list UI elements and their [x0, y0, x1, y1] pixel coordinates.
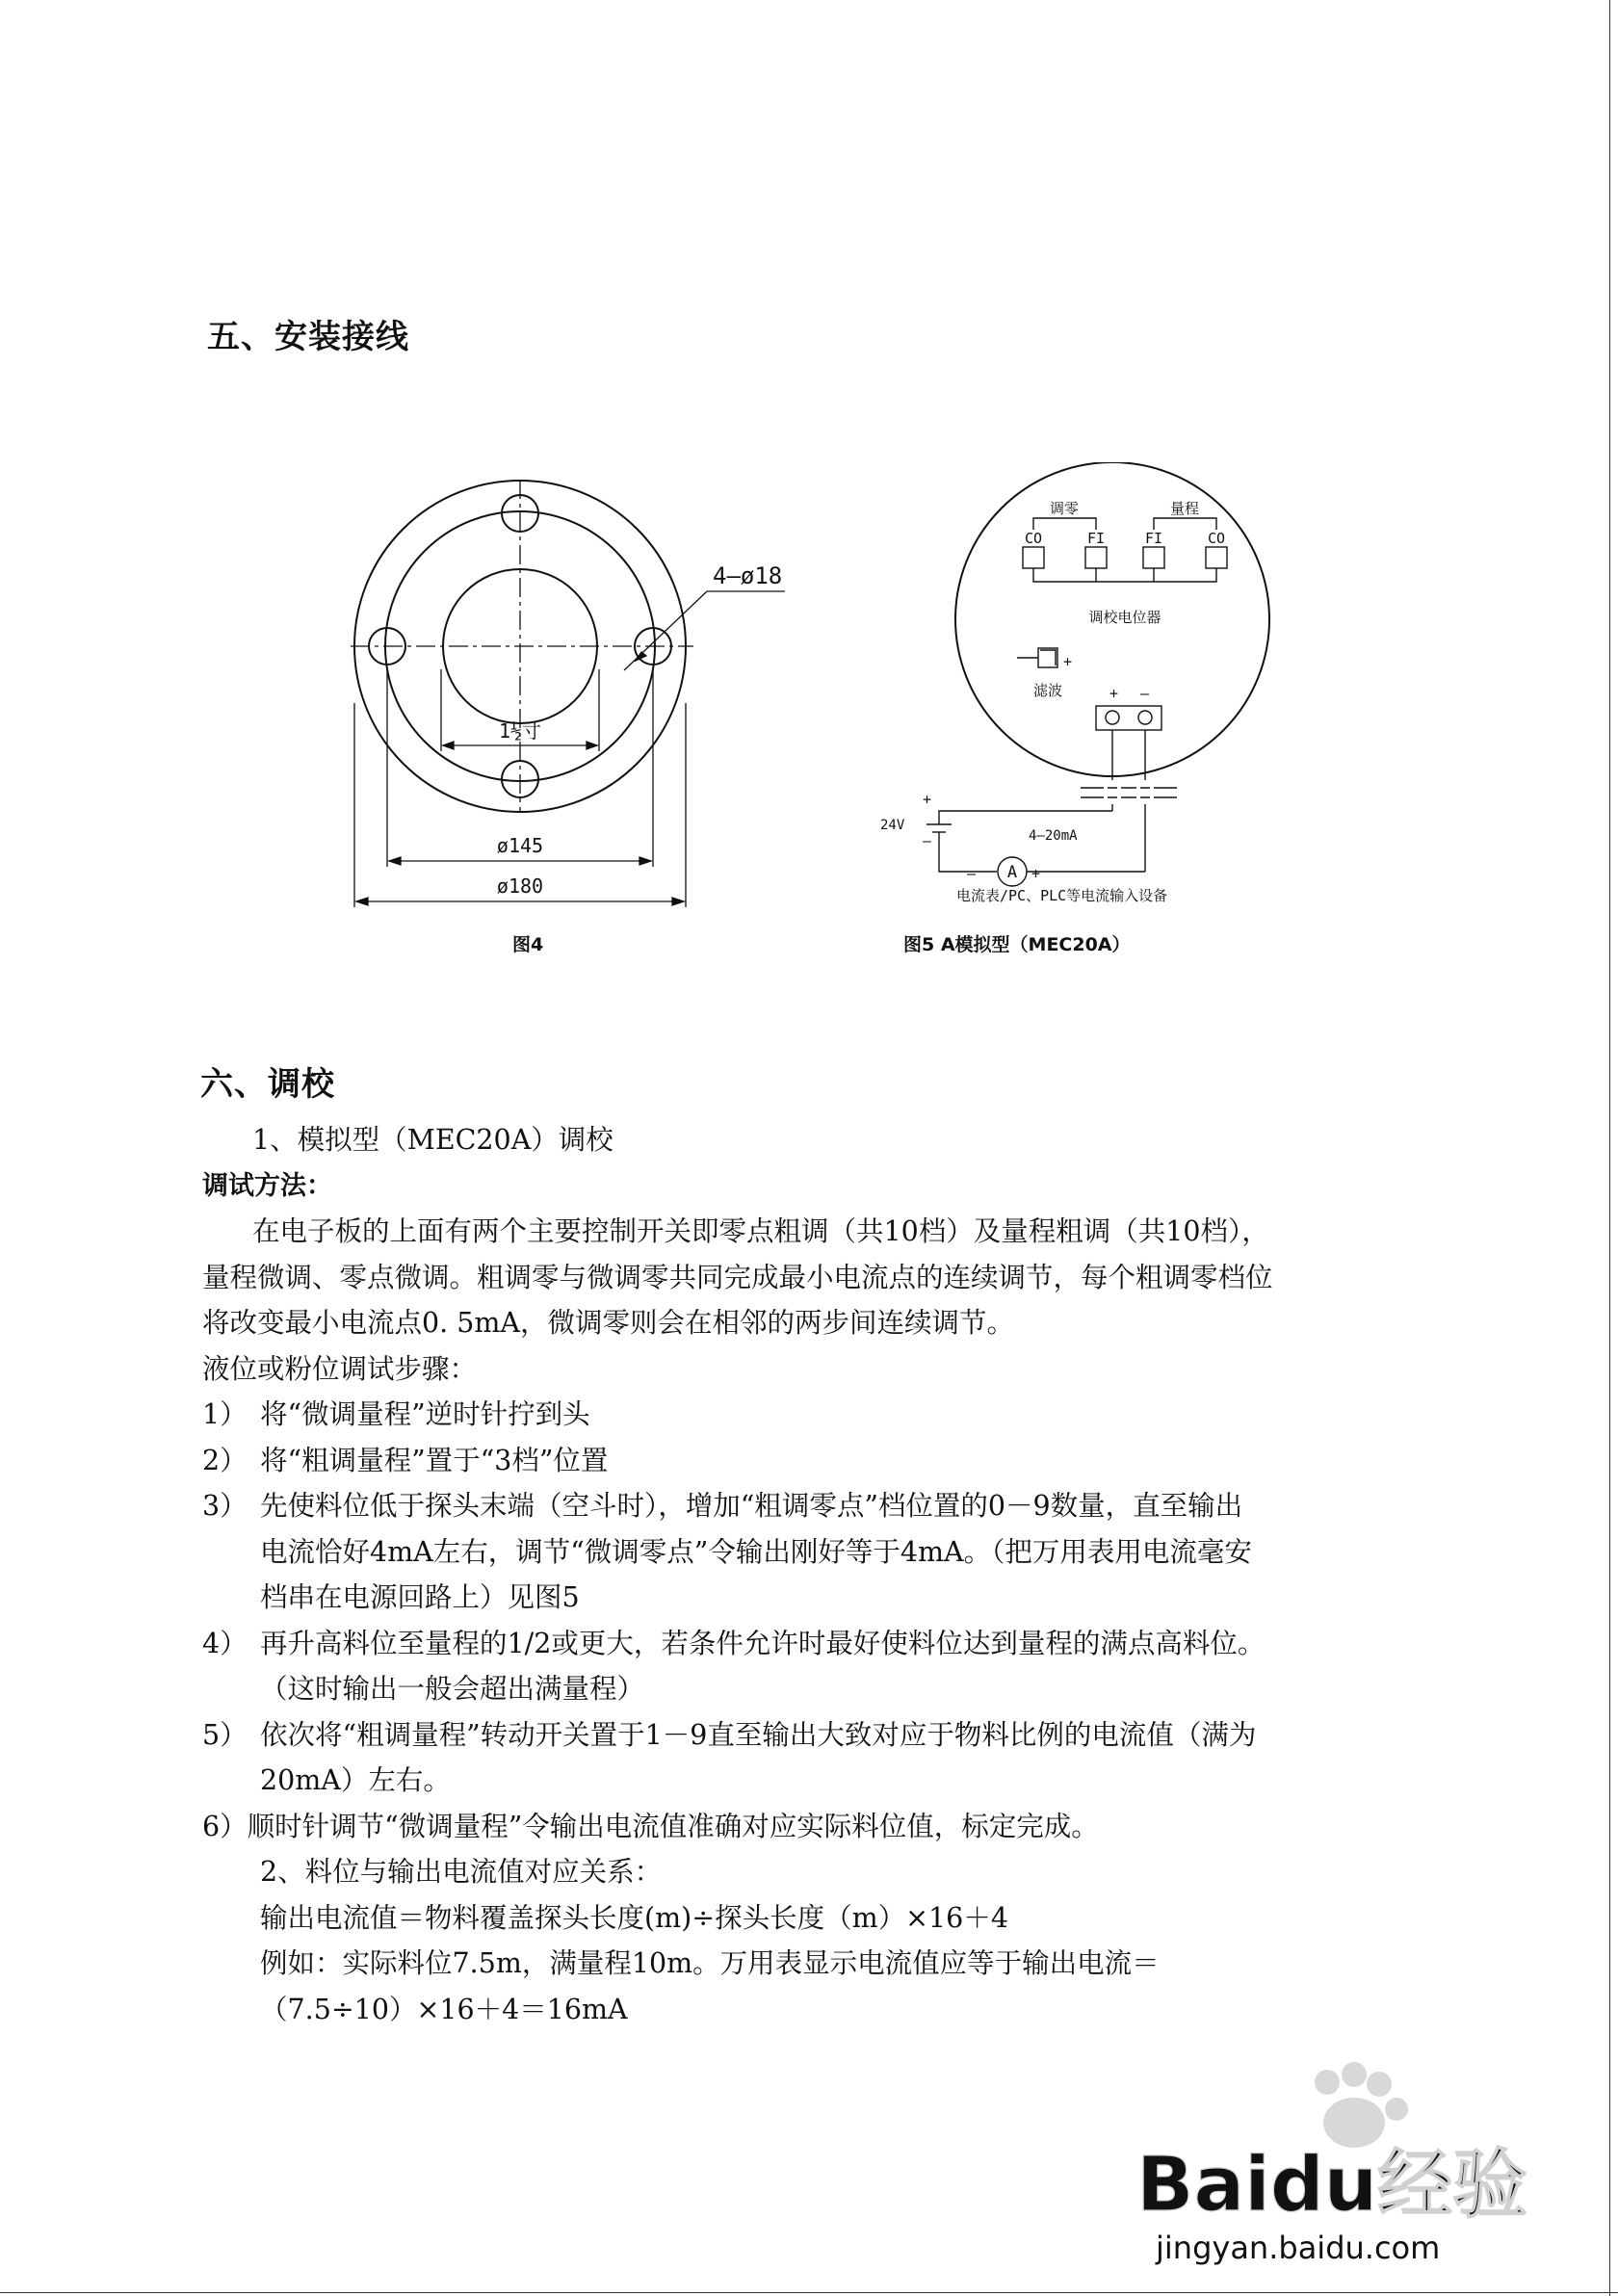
pot-label-fi-range: FI	[1144, 530, 1163, 547]
watermark-url: jingyan.baidu.com	[1156, 2230, 1441, 2266]
outer-diameter-label: ø180	[496, 874, 544, 898]
terminal-minus-label: –	[1140, 685, 1150, 702]
zero-adjust-label: 调零	[1049, 500, 1080, 517]
steps-title: 液位或粉位调试步骤：	[202, 1352, 478, 1385]
terminal-plus-label: +	[1109, 685, 1119, 702]
meter-minus-label: –	[967, 865, 977, 882]
step-text: 将“粗调量程”置于“3档”位置	[260, 1444, 609, 1476]
method-title: 调试方法：	[202, 1170, 332, 1201]
section-5-title: 五、安装接线	[207, 318, 409, 356]
terminal-minus	[1138, 711, 1152, 724]
step-5	[202, 1712, 1416, 1804]
meter-note-label: 电流表/PC、PLC等电流输入设备	[956, 887, 1168, 904]
step-text: 再升高料位至量程的1/2或更大，若条件允许时最好使料位达到量程的满点高料位。	[260, 1627, 1266, 1659]
range-adjust-label: 量程	[1169, 500, 1200, 517]
step-text: 20mA）左右。	[260, 1764, 451, 1796]
paw-toe	[1315, 2070, 1340, 2095]
step-4	[202, 1621, 1416, 1712]
figure-4-caption: 图4	[512, 934, 544, 955]
method-paragraph-line: 在电子板的上面有两个主要控制开关即零点粗调（共10档）及量程粗调（共10档），	[252, 1215, 1269, 1247]
example-line: 例如：实际料位7.5m，满量程10m。万用表显示电流值应等于输出电流＝	[260, 1947, 1160, 1979]
pot-co-zero	[1023, 547, 1044, 568]
step-number: 2）	[202, 1444, 248, 1476]
relation-title: 2、料位与输出电流值对应关系：	[260, 1856, 663, 1888]
supply-voltage-label: 24V	[880, 818, 905, 833]
figure-5-wiring-diagram	[867, 462, 1291, 915]
filter-plus-label: +	[1063, 653, 1073, 670]
pot-label-co-range: CO	[1207, 530, 1226, 547]
paw-pad	[1323, 2098, 1385, 2148]
paw-toe	[1342, 2062, 1367, 2087]
bolt-holes-label: 4–ø18	[713, 562, 783, 589]
paw-toe	[1367, 2072, 1392, 2097]
step-text: 依次将“粗调量程”转动开关置于1－9直至输出大致对应于物料比例的电流值（满为	[260, 1718, 1257, 1751]
pot-fi-zero	[1085, 547, 1107, 568]
step-text: 将“微调量程”逆时针拧到头	[260, 1398, 590, 1430]
pot-label-co-zero: CO	[1024, 530, 1043, 547]
meter-plus-label: +	[1031, 865, 1041, 882]
step-2	[202, 1438, 1416, 1484]
bolt-circle-diameter-label: ø145	[496, 834, 544, 857]
step-6: 6）顺时针调节“微调量程”令输出电流值准确对应实际料位值，标定完成。	[202, 1810, 1099, 1842]
page-border-right	[1609, 0, 1610, 2296]
filter-label: 滤波	[1032, 682, 1063, 699]
pot-fi-range	[1143, 547, 1164, 568]
current-formula: 输出电流值＝物料覆盖探头长度(m)÷探头长度（m）×16＋4	[260, 1901, 1008, 1934]
page-border-bottom	[0, 2292, 1618, 2293]
ammeter-symbol: A	[1006, 863, 1018, 882]
step-text: 先使料位低于探头末端（空斗时），增加“粗调零点”档位置的0－9数量，直至输出	[260, 1490, 1243, 1522]
method-paragraph-line: 将改变最小电流点0. 5mA，微调零则会在相邻的两步间连续调节。	[202, 1307, 1014, 1339]
watermark-brand: Baidu经验	[1136, 2142, 1528, 2229]
subtitle-analog-calibration: 1、模拟型（MEC20A）调校	[252, 1124, 613, 1156]
pot-label-fi-zero: FI	[1086, 530, 1106, 547]
step-1	[202, 1392, 1416, 1438]
step-number: 5）	[202, 1718, 248, 1751]
pot-co-range	[1206, 547, 1227, 568]
example-result: （7.5÷10）×16＋4＝16mA	[260, 1993, 628, 2025]
step-number: 1）	[202, 1398, 248, 1430]
step-number: 4）	[202, 1627, 248, 1659]
step-text: 档串在电源回路上）见图5	[260, 1581, 580, 1613]
bore-size-label: 1½寸	[498, 719, 542, 743]
supply-minus-label: –	[923, 832, 932, 849]
loop-current-label: 4–20mA	[1029, 828, 1078, 844]
method-paragraph-line: 量程微调、零点微调。粗调零与微调零共同完成最小电流点的连续调节，每个粗调零档位	[202, 1261, 1273, 1293]
step-text: （这时输出一般会超出满量程）	[260, 1673, 645, 1705]
paw-toe	[1385, 2098, 1408, 2121]
step-number: 3）	[202, 1490, 248, 1522]
filter-pot	[1038, 648, 1057, 667]
terminal-plus	[1106, 711, 1119, 724]
baidu-jingyan-watermark	[1127, 2061, 1531, 2283]
calibration-pot-label: 调校电位器	[1088, 609, 1161, 626]
figure-4-flange-drawing	[327, 462, 828, 925]
step-3	[202, 1483, 1416, 1621]
calibration-body	[202, 1117, 1416, 2032]
section-6-title: 六、调校	[200, 1065, 335, 1104]
figure-5-caption: 图5 A模拟型（MEC20A）	[903, 934, 1131, 955]
supply-plus-label: +	[923, 791, 932, 808]
step-text: 电流恰好4mA左右，调节“微调零点”令输出刚好等于4mA。（把万用表用电流毫安	[260, 1535, 1252, 1568]
